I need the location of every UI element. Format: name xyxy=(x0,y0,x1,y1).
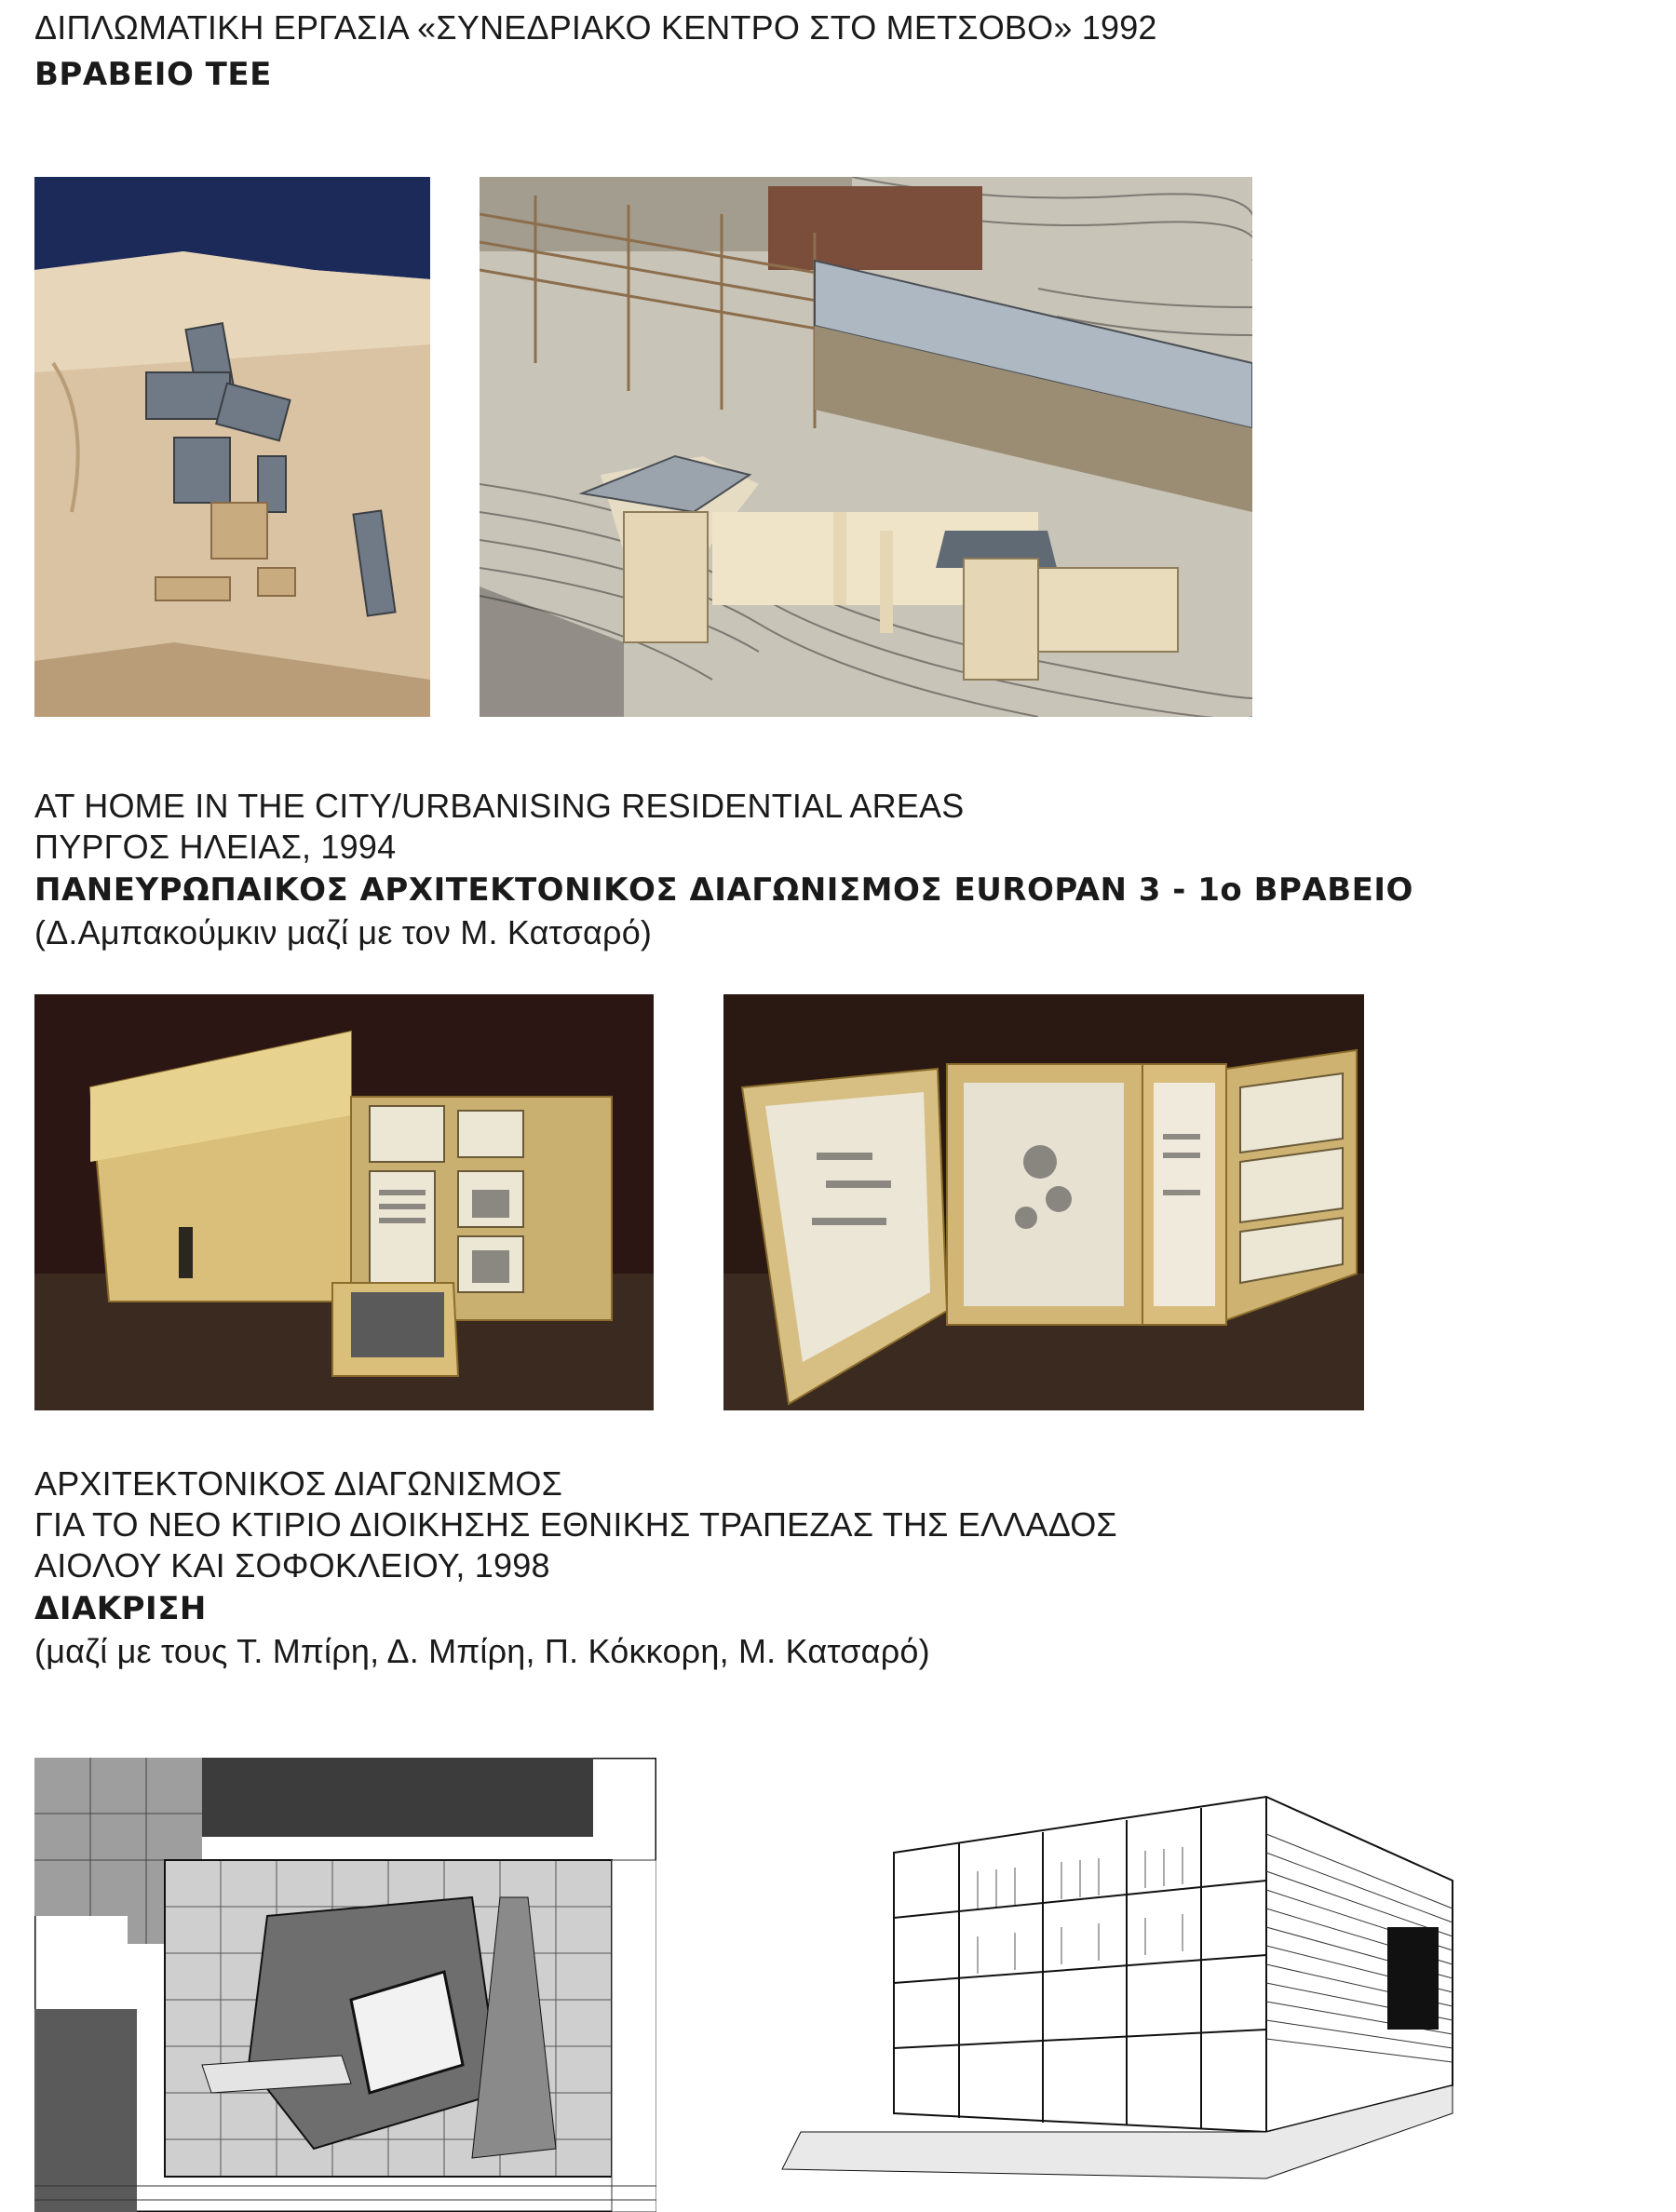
section2-award: ΠΑΝΕΥΡΩΠΑΙΚΟΣ ΑΡΧΙΤΕΚΤΟΝΙΚΟΣ ΔΙΑΓΩΝΙΣΜΟΣ EUROPAN 3 - 1ο ΒΡΑΒΕΙΟ xyxy=(34,871,1413,909)
section3-credits: (μαζί με τους Τ. Μπίρη, Δ. Μπίρη, Π. Κόκκορη, Μ. Κατσαρό) xyxy=(34,1632,930,1670)
model-site-photo xyxy=(34,177,430,717)
section2-place: ΠΥΡΓΟΣ ΗΛΕΙΑΣ, 1994 xyxy=(34,828,397,866)
section3-award: ΔΙΑΚΡΙΣΗ xyxy=(34,1590,207,1627)
floor-plan-drawing xyxy=(34,1758,656,2212)
section2-title: AT HOME IN THE CITY/URBANISING RESIDENTIAL AREAS xyxy=(34,787,965,825)
model-building-photo xyxy=(480,177,1252,717)
section2-credits: (Δ.Αμπακούμκιν μαζί με τον Μ. Κατσαρό) xyxy=(34,913,653,951)
section1-award: ΒΡΑΒΕΙΟ ΤΕΕ xyxy=(34,56,272,93)
section3-line1: ΑΡΧΙΤΕΚΤΟΝΙΚΟΣ ΔΙΑΓΩΝΙΣΜΟΣ xyxy=(34,1464,563,1503)
section1-title: ΔΙΠΛΩΜΑΤΙΚΗ ΕΡΓΑΣΙΑ «ΣΥΝΕΔΡΙΑΚΟ ΚΕΝΤΡΟ ΣΤΟ ΜΕΤΣΟΒΟ» 1992 xyxy=(34,8,1157,47)
section3-line3: ΑΙΟΛΟΥ ΚΑΙ ΣΟΦΟΚΛΕΙΟΥ, 1998 xyxy=(34,1546,550,1585)
building-perspective-drawing xyxy=(745,1778,1471,2212)
case-model-closed-photo xyxy=(34,994,654,1410)
case-model-open-photo xyxy=(723,994,1364,1410)
section3-line2: ΓΙΑ ΤΟ ΝΕΟ ΚΤΙΡΙΟ ΔΙΟΙΚΗΣΗΣ ΕΘΝΙΚΗΣ ΤΡΑΠΕΖΑΣ ΤΗΣ ΕΛΛΑΔΟΣ xyxy=(34,1505,1117,1544)
